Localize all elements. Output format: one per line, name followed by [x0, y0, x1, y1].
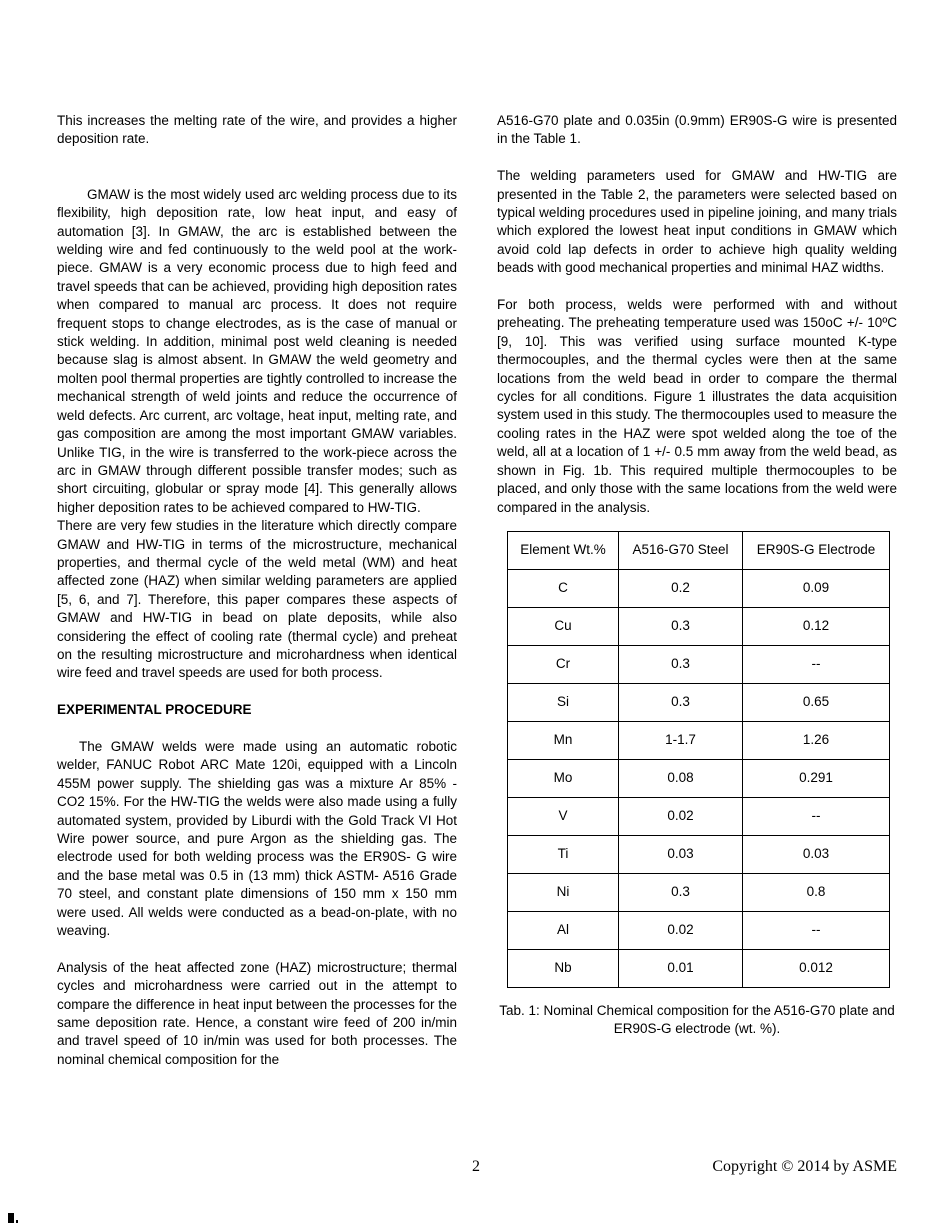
paragraph: Analysis of the heat affected zone (HAZ) microstructure; thermal cycles and microhardness were carried out in the attempt to compare the difference in heat input between the processes for the same deposition rate. Hence, a constant wire feed of 200 in/min and travel speed of 10 in/min was used for both processes. The nominal chemical composition for the [57, 959, 457, 1067]
paragraph: A516-G70 plate and 0.035in (0.9mm) ER90S-G wire is presented in the Table 1. [497, 113, 897, 147]
table-row [508, 721, 890, 759]
table-cell: -- [743, 797, 890, 835]
table-cell: Ti [508, 835, 619, 873]
table-row [508, 911, 890, 949]
table-cell: 0.012 [743, 949, 890, 987]
paragraph: The welding parameters used for GMAW and HW-TIG are presented in the Table 2, the parameters were selected based on typical welding procedures used in pipeline joining, and many trials which explored the lowest heat input conditions in GMAW which avoid cold lap defects in order to achieve high quality welding beads with good mechanical properties and minimal HAZ widths. [497, 168, 897, 276]
paragraph: This increases the melting rate of the wire, and provides a higher deposition rate. [57, 113, 457, 147]
table-cell: 0.3 [619, 683, 743, 721]
table-header-cell: A516-G70 Steel [619, 531, 743, 569]
section-heading: EXPERIMENTAL PROCEDURE [57, 702, 252, 718]
table-cell: Mo [508, 759, 619, 797]
table-row [508, 683, 890, 721]
table-cell: Cu [508, 607, 619, 645]
two-column-layout [57, 112, 897, 1069]
paragraph: For both process, welds were performed with and without preheating. The preheating temperature used was 150oC +/- 10ºC [9, 10]. This was verified using surface mounted K-type thermocouples, and the thermal cycles were then at the same locations from the weld bead in order to compare the thermal cycles for all conditions. Figure 1 illustrates the data acquisition system used in this study. The thermocouples used to measure the cooling rates in the HAZ were spot welded along the toe of the weld, all at a location of 1 +/- 0.5 mm away from the weld bead, as shown in Fig. 1b. This required multiple thermocouples to be placed, and only those with the same locations from the weld were compared in the analysis. [497, 297, 897, 515]
page-footer [0, 1158, 952, 1180]
table-cell: Cr [508, 645, 619, 683]
print-artifact-mark [8, 1213, 14, 1223]
table-row [508, 569, 890, 607]
table-cell: 1-1.7 [619, 721, 743, 759]
table-cell: 0.65 [743, 683, 890, 721]
table-cell: 0.03 [619, 835, 743, 873]
table-cell: Nb [508, 949, 619, 987]
table-header-cell: ER90S-G Electrode [743, 531, 890, 569]
table-cell: 0.291 [743, 759, 890, 797]
page-number: 2 [472, 1158, 480, 1175]
table-cell: 0.8 [743, 873, 890, 911]
table-cell: 1.26 [743, 721, 890, 759]
table-body [508, 569, 890, 987]
table-row [508, 607, 890, 645]
table-header-row [508, 531, 890, 569]
table-header-cell: Element Wt.% [508, 531, 619, 569]
table-cell: 0.02 [619, 911, 743, 949]
table-row [508, 797, 890, 835]
table-cell: Ni [508, 873, 619, 911]
table-cell: -- [743, 911, 890, 949]
table-cell: 0.12 [743, 607, 890, 645]
table-row [508, 949, 890, 987]
table-row [508, 835, 890, 873]
table-cell: 0.3 [619, 645, 743, 683]
table-cell: 0.3 [619, 873, 743, 911]
table-cell: -- [743, 645, 890, 683]
composition-table [507, 531, 890, 988]
table-cell: Al [508, 911, 619, 949]
table-cell: 0.2 [619, 569, 743, 607]
paragraph: GMAW is the most widely used arc welding process due to its flexibility, high deposition rate, low heat input, and easy of automation [3]. In GMAW, the arc is established between the welding wire and fed continuously to the weld pool at the work-piece. GMAW is a very economic process due to high feed and travel speeds that can be achieved, providing high deposition rates when compared to manual arc process. It does not require frequent stops to change electrodes, as is the case of manual or stick welding. In addition, minimal post weld cleaning is needed because slag is almost absent. In GMAW the weld geometry and molten pool thermal properties are tightly controlled to increase the mechanical strength of weld joints and reduce the occurrence of weld defects. Arc current, arc voltage, heat input, melting rate, and gas composition are among the most important GMAW variables. Unlike TIG, in the wire is transferred to the work-piece across the arc in GMAW through different possible transfer modes; such as short circuiting, globular or spray mode [4]. This generally allows higher deposition rates to be achieved compared to HW-TIG. [57, 186, 457, 515]
table-cell: 0.08 [619, 759, 743, 797]
right-column [497, 112, 897, 1069]
table-cell: Mn [508, 721, 619, 759]
table-cell: 0.3 [619, 607, 743, 645]
table-cell: 0.01 [619, 949, 743, 987]
table-cell: C [508, 569, 619, 607]
table-row [508, 873, 890, 911]
table-caption: Tab. 1: Nominal Chemical composition for the A516-G70 plate and ER90S-G electrode (wt. %). [499, 1002, 895, 1037]
copyright-notice: Copyright © 2014 by ASME [712, 1158, 897, 1175]
table-cell: 0.09 [743, 569, 890, 607]
table-cell: 0.03 [743, 835, 890, 873]
left-column [57, 112, 457, 1069]
table-row [508, 645, 890, 683]
table-row [508, 759, 890, 797]
table-cell: V [508, 797, 619, 835]
paragraph: The GMAW welds were made using an automatic robotic welder, FANUC Robot ARC Mate 120i, equipped with a Lincoln 455M power supply. The shielding gas was a mixture Ar 85% - CO2 15%. For the HW-TIG the welds were also made using a fully automated system, provided by Liburdi with the Gold Track VI Hot Wire power source, and pure Argon as the shielding gas. The electrode used for both welding process was the ER90S- G wire and the base metal was 0.5 in (13 mm) thick ASTM- A516 Grade 70 steel, and constant plate dimensions of 150 mm x 150 mm were used. All welds were conducted as a bead-on-plate, with no weaving. [57, 738, 457, 939]
paragraph: There are very few studies in the literature which directly compare GMAW and HW-TIG in terms of the microstructure, mechanical properties, and thermal cycle of the weld metal (WM) and heat affected zone (HAZ) when similar welding parameters are applied [5, 6, and 7]. Therefore, this paper compares these aspects of GMAW and HW-TIG in bead on plate deposits, while also considering the effect of cooling rate (thermal cycle) and preheat on the resulting microstructure and microhardness when identical wire feed and travel speeds are used for both process. [57, 518, 457, 681]
table-cell: Si [508, 683, 619, 721]
table-cell: 0.02 [619, 797, 743, 835]
